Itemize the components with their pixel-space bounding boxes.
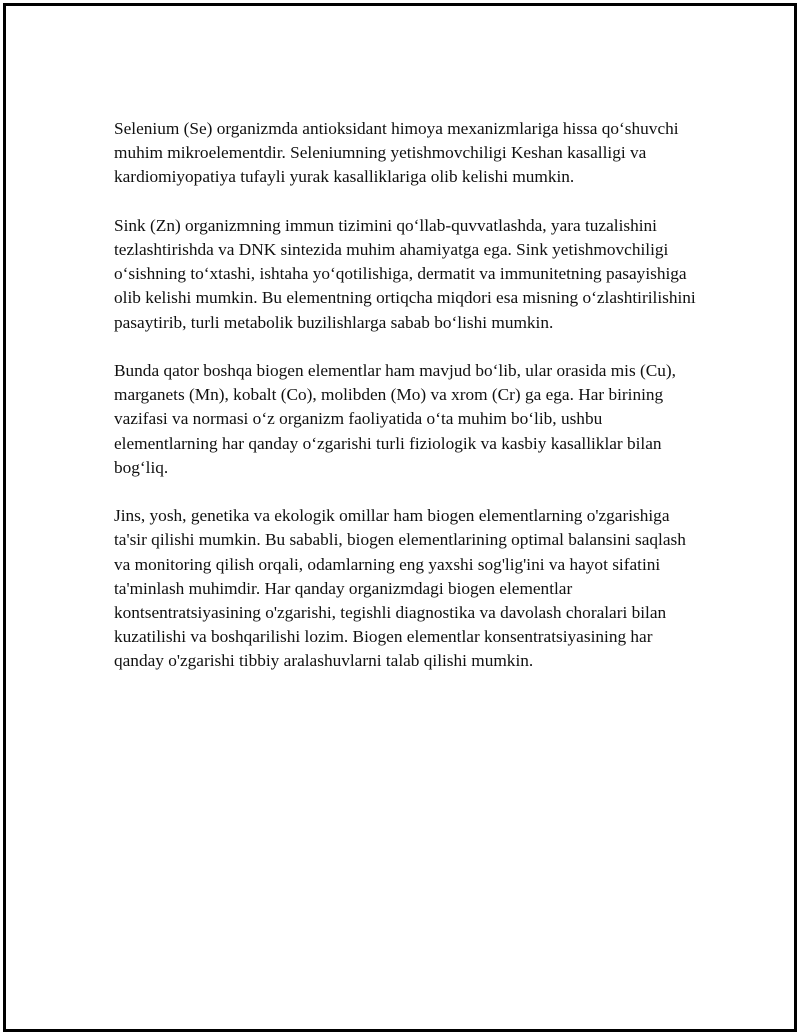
paragraph-factors: Jins, yosh, genetika va ekologik omillar ham biogen elementlarning o'zgarishiga ta'sir qilishi mumkin. Bu sababli, biogen elementlarining optimal balansini saqlash va monitoring qilish orqali, odamlarning eng yaxshi sog'lig'ini va hayot sifatini ta'minlash muhimdir. Har qanday organizmdagi biogen elementlar kontsentratsiyasining o'zgarishi, tegishli diagnostika va davolash choralari bilan kuzatilishi va boshqarilishi lozim. Biogen elementlar konsentratsiyasining har qanday o'zgarishi tibbiy aralashuvlarni talab qilishi mumkin. bbox=[114, 506, 686, 671]
paragraph-selenium: Selenium (Se) organizmda antioksidant himoya mexanizmlariga hissa qo‘shuvchi muhim mikroelementdir. Seleniumning yetishmovchiligi Keshan kasalligi va kardiomiyopatiya tufayli yurak kasalliklariga olib kelishi mumkin. bbox=[114, 119, 679, 187]
paragraph-zinc: Sink (Zn) organizmning immun tizimini qo‘llab-quvvatlashda, yara tuzalishini tezlashtirishda va DNK sintezida muhim ahamiyatga ega. Sink yetishmovchiligi o‘sishning to‘xtashi, ishtaha yo‘qotilishiga, dermatit va immunitetning pasayishiga olib kelishi mumkin. Bu elementning ortiqcha miqdori esa misning o‘zlashtirilishini pasaytirib, turli metabolik buzilishlarga sabab bo‘lishi mumkin. bbox=[114, 215, 696, 332]
paragraph-other-elements: Bunda qator boshqa biogen elementlar ham mavjud bo‘lib, ular orasida mis (Cu), marganets (Mn), kobalt (Co), molibden (Mo) va xrom (Cr) ga ega. Har birining vazifasi va normasi o‘z organizm faoliyatida o‘ta muhim bo‘lib, ushbu elementlarning har qanday o‘zgarishi turli fiziologik va kasbiy kasalliklar bilan bog‘liq. bbox=[114, 361, 676, 477]
document-body bbox=[114, 117, 699, 698]
